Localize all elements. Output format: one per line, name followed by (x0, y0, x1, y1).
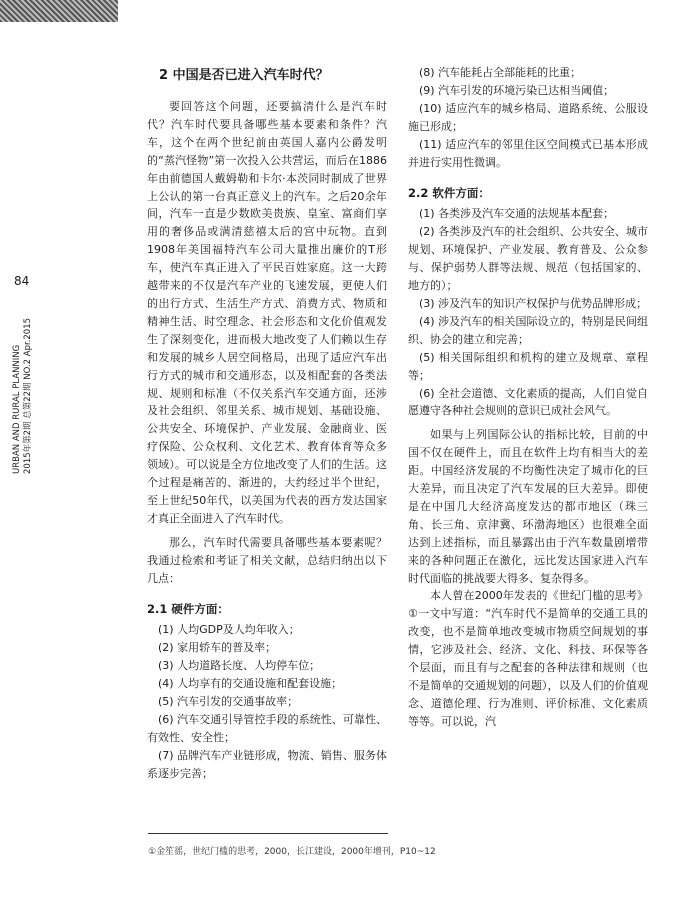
list-item: (2) 家用轿车的普及率； (158, 641, 277, 655)
journal-issue: 2015年第2期 总第22期 NO.2 Apr.2015 (23, 317, 33, 474)
list-item: (6) 汽车交通引导管控手段的系统性、可靠性、有效性、安全性； (147, 713, 387, 744)
journal-name: URBAN AND RURAL PLANNING (12, 344, 22, 474)
subsection-heading: 2.2 软件方面： (408, 186, 490, 201)
paragraph: 本人曾在2000年发表的《世纪门槛的思考》①一文中写道：“汽车时代不是简单的交通工具的改变，也不是简单地改变城市物质空间规划的事情，它涉及社会、经济、文化、科技、环保等各个层面，而且有与之配套的各种法律和规则（也不是简单的交通规划的问题），以及人们的价值观念、道德伦理、行为准则、评价标准、文化素质等等。可以说，汽 (408, 589, 648, 728)
list-item: (5) 汽车引发的交通事故率； (158, 695, 299, 709)
list-item: (4) 人均享有的交通设施和配套设施； (158, 677, 343, 691)
paragraph: 要回答这个问题，还要搞清什么是汽车时代？汽车时代要具备哪些基本要素和条件？汽车，这个在两个世纪前由英国人嘉内公爵发明的“蒸汽怪物”第一次投入公共营运，而后在1886年由前德国人戴姆勒和卡尔·本茨同时制成了世界上公认的第一台真正意义上的汽车。之后20余年间，汽车一直是少数欧美贵族、皇室、富商们享用的奢侈品或满清慈禧太后的宫中玩物。直到1908年美国福特汽车公司大量推出廉价的T形车，使汽车真正进入了平民百姓家庭。这一大跨越带来的不仅是汽车产业的飞速发展，更使人们的出行方式、生活生产方式、消费方式、物质和精神生活、时空理念、社会形态和文化价值观发生了深刻变化，进而极大地改变了人们赖以生存和发展的城乡人居空间格局，出现了适应汽车出行方式的城市和交通形态，以及相配套的各类法规、规则和标准（不仅关系汽车交通方面，还涉及社会组织、邻里关系、城市规划、基础设施、公共安全、环境保护、产业发展、金融商业、医疗保险、公众权利、文化艺术、教育体育等众多领域）。可以说是全方位地改变了人们的生活。这个过程是痛苦的、渐进的，大约经过半个世纪，至上世纪50年代，以美国为代表的西方发达国家才真正全面进入了汽车时代。 (147, 100, 387, 525)
list-item: (1) 人均GDP及人均年收入； (158, 623, 300, 637)
list-item: (9) 汽车引发的环境污染已达相当阈值； (419, 83, 615, 97)
list-item: (1) 各类涉及汽车交通的法规基本配套； (419, 207, 615, 221)
footnote: ①金笙徭，世纪门槛的思考，2000，长江建设，2000年增刊，P10~12 (148, 847, 436, 857)
list-item: (3) 人均道路长度、人均停车位； (158, 659, 321, 673)
section-heading: 2 中国是否已进入汽车时代？ (159, 68, 329, 83)
left-column (147, 64, 387, 783)
right-column (408, 64, 648, 731)
list-item: (3) 涉及汽车的知识产权保护与优势品牌形成； (419, 296, 648, 310)
scan-corner-mark (0, 0, 118, 22)
list-item: (7) 品牌汽车产业链形成，物流、销售、服务体系逐步完善； (147, 748, 387, 780)
list-item: (2) 各类涉及汽车的社会组织、公共安全、城市规划、环境保护、产业发展、教育普及、公众参与、保护弱势人群等法规、规范（包括国家的、地方的）； (408, 225, 648, 293)
list-item: (6) 全社会道德、文化素质的提高，人们自觉自愿遵守各种社会规则的意识已成社会风气。 (408, 386, 648, 418)
list-item: (11) 适应汽车的邻里住区空间模式已基本形成并进行实用性微调。 (408, 137, 648, 169)
journal-sidebar (12, 318, 34, 474)
list-item: (5) 相关国际组织和机构的建立及规章、章程等； (408, 350, 648, 382)
page-number: 84 (14, 274, 30, 288)
subsection-heading: 2.1 硬件方面： (147, 602, 229, 617)
list-item: (4) 涉及汽车的相关国际设立的，特别是民间组织、协会的建立和完善； (408, 314, 648, 346)
footnote-rule (148, 833, 388, 834)
list-item: (10) 适应汽车的城乡格局、道路系统、公服设施已形成； (408, 101, 648, 133)
paragraph: 如果与上列国际公认的指标比较，目前的中国不仅在硬件上，而且在软件上均有相当大的差距。中国经济发展的不均衡性决定了城市化的巨大差异，而且决定了汽车发展的巨大差异。即使是在中国几大经济高度发达的都市地区（珠三角、长三角、京津冀、环渤海地区）也很难全面达到上述指标，而且暴露出由于汽车数量剧增带来的各种问题正在激化，远比发达国家进入汽车时代面临的挑战要大得多、复杂得多。 (408, 428, 648, 585)
list-item: (8) 汽车能耗占全部能耗的比重； (419, 66, 582, 79)
paragraph: 那么，汽车时代需要具备哪些基本要素呢？我通过检索和考证了相关文献，总结归纳出以下几点： (147, 535, 387, 585)
